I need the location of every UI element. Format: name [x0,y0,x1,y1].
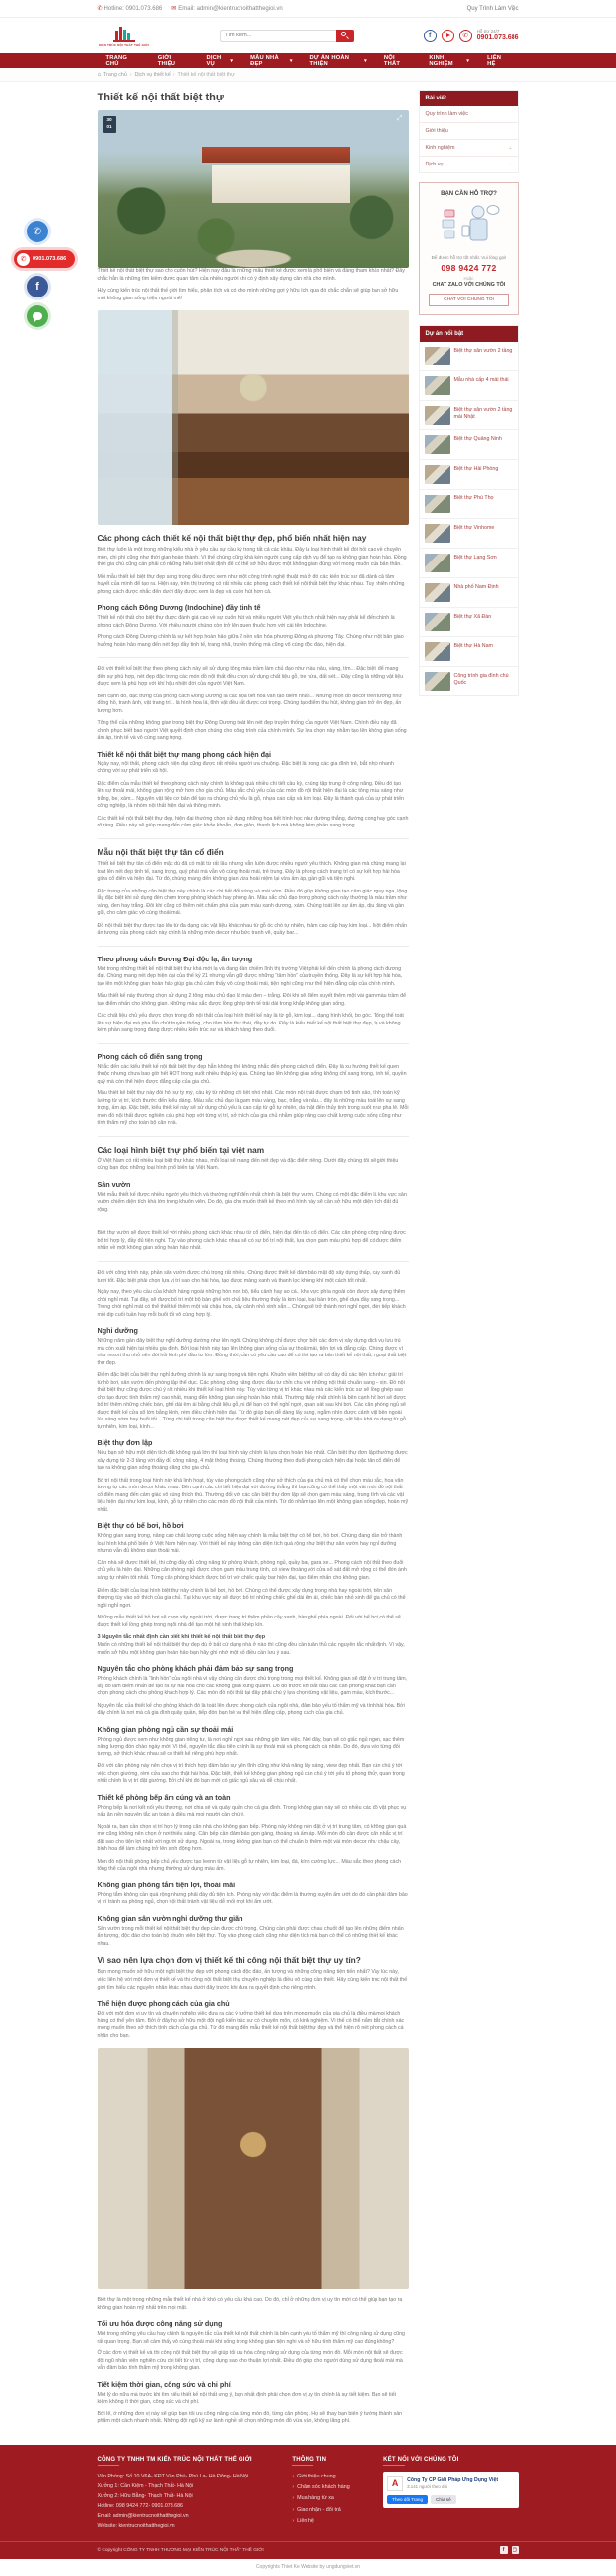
support-note: Để được hỗ trợ tốt nhất. Vui lòng gọi! [431,255,507,260]
article-block: Tối ưu hóa được công năng sử dụng [97,2319,223,2329]
footer-link-label: Giao nhận - đổi trả [297,2506,341,2513]
fb-page-logo: A [387,2476,403,2491]
chevron-right-icon: › [292,2518,295,2525]
process-link[interactable]: Quy Trình Làm Việc [466,5,519,12]
article-block: Phòng ngủ được xem như không gian riêng tư, là nơi nghỉ ngơi sau những giờ làm việc. Nơi đây, bạn sẽ có giấc ngủ ngon, sạc thêm năng lượng đón chào ngày mới. Vì thế, nguyên tắc đầu tiên chính là sự thoải mái và phong cách cá nhân. Do đó, dựa vào từng đối tượng, sở thích khác nhau sẽ có thiết kế riêng phù hợp nhất. [97,1736,405,1757]
project-list-item[interactable] [420,578,518,608]
article-block [98,1261,409,1262]
facebook-float-icon[interactable]: f [27,276,48,297]
posts-header: Bài viết [420,91,518,106]
project-list-item[interactable] [420,342,518,371]
project-title: Mẫu nhà cấp 4 mái thái [453,377,509,383]
article-block: Đối với một đơn vị uy tín và chuyên nghiệp việc đưa ra các ý tưởng thiết kế dựa trên mong muốn của gia chủ là điều mà mọi khách hàng có thể yên tâm. Bởi ở đây họ sở hữu một đội ngũ kiến trúc sư có chuyên môn, có kinh nghiệm. Vì thế có thể nắm bắt chính xác mong muốn theo sở thích tính cách của gia chủ. Từ đó mang đến mẫu thiết kế nội thất biệt thự đẹp và thể hiện rõ nét phong cách cá nhân cho bạn. [97,2011,405,2039]
article-block [98,1136,409,1137]
article-block: Muốn có những thiết kế nội thất biệt thự đẹp dù ở bất cứ dạng nhà ở nào thì cũng đều cần tuân thủ các nguyên tắc nhất định. Vì vậy, muốn sở hữu một không gian hoàn hảo bạn hãy ghi nhớ một số điều cần lưu ý sau. [97,1642,405,1656]
project-list-item[interactable] [420,401,518,430]
article-block: Ngoài ra, bạn cần chọn vị trí hợp lý trong căn nhà cho không gian bếp. Phòng này không nên đặt ở vị trí trung tâm, có không gian quá mở cũng không nên chọn ở nơi thiếu sáng. Căn bếp cần đảm bảo gọn gàng, thoáng và ấm áp. Mỗi món đồ cần được cân nhắc vị trí đặt sao cho tiện lợi nhất với người sử dụng. Ngoài ra, trong không gian bạn có thể chuẩn bị thêm một vài món decor như chậu cây, bình hoa để làm chúng trở lên sinh động hơn. [97,1823,407,1853]
footer-connect-title: KẾT NỐI VỚI CHÚNG TÔI [383,2457,518,2466]
article-block: Các chất liệu chủ yếu được chọn trong đồ nội thất của loại hình thiết kế này là từ gỗ, kim loại... dạng hình khối, bo góc. Tổng thể toát lên sự hiện đại mà pha lẫn chút truyền thống, cho tâm hồn thư thái, đầy tự do. Đây là kiểu thiết kế nội thất biệt thự đẹp, lạ và không kém phần sang trọng đang được nhiều kiến trúc sư và khách hàng theo đuổi. [97,1013,404,1034]
footer-company-line: Xưởng 2: Hữu Bằng- Thạch Thất- Hà Nội [97,2492,193,2499]
nav-item[interactable] [420,55,478,67]
support-zalo-text: CHAT ZALO VỚI CHÚNG TÔI [432,282,506,288]
article-block [98,946,409,947]
article-block: Món đồ nội thất phòng bếp chủ yếu được tạo leenn từ vật liệu gỗ tự nhiên, kim loại, đá, kính cường lực... Màu sắc theo phong cách tổng thể của ngôi nhà nhưng thường sử dụng màu ấm. [97,1858,402,1873]
chevron-right-icon: › [292,2484,295,2491]
article-body [98,268,409,2426]
sidebar-post-link[interactable] [420,123,518,140]
facebook-icon[interactable]: f [500,2546,508,2554]
search-icon [341,32,346,36]
article-block: Nguyên tắc của thiết kế cho phòng khách đó là toát lên được phong cách của ngôi nhà, đảm bảo yếu tố thẩm mỹ và tính hài hòa. Bởi đây chính là nơi mà cả gia đình quây quần, tiếp đón bạn bè và thể hiện đẳng cấp, phong cách của gia chủ. [97,1702,405,1717]
project-thumbnail [425,376,450,395]
posts-box [419,90,519,173]
envelope-icon: ✉ [171,6,177,12]
facebook-icon[interactable]: f [424,30,437,42]
sidebar-post-link[interactable] [420,140,518,157]
article-block: Đối với căn phòng này nên chọn vị trí thích hợp đảm bảo sự yên tĩnh cũng như khả năng lấy sáng, view đẹp nhất. Bạn cần chú ý tới việc chọn giường, rèm cửa sao cho thật hài hòa. Đặc biệt, thiết kế không gian phòng ngủ cần chú ý tới yếu tố phong thủy, quan trọng nhất chính là vị trí đặt giường. Bởi chỉ khi đó bạn mới có giấc ngủ sâu và dễ chịu nhất. [97,1763,405,1785]
article-block: Một lý do nữa mà trước khi tìm hiểu thiết kế nội thất ưng ý, bạn nhất định phải chọn đơn vị uy tín chính là sự tiết kiệm. Bạn sẽ tiết kiệm không ít thời gian, công sức và chi phí. [97,2391,396,2406]
project-thumbnail [425,495,450,513]
article-block: Phong cách Đông Dương (Indochine) đầy tinh tế [97,603,261,613]
footer-link-label: Mua hàng từ xa [297,2495,334,2502]
article-block: Điểm đặc biệt của loại hình biệt thự này chính là bể bơi, hồ bơi. Chúng có thể được xây dựng trong nhà hay ngoài trời, trên sân thượng tùy vào sở thích của gia chủ. Tại khu vực này sẽ được bố trí những chiếc ghế dài êm ái, chiếc bàn nhỏ xinh để gia chủ có thể ngồi nghỉ ngơi. [97,1587,406,1609]
article-block: Nhắc đến các kiểu thiết kế nội thất biệt thự đẹp hẳn không thể không nhắc đến phong cách cổ điển. Đây là xu hướng thiết kế quen thuộc nhưng chưa bao giờ hết HOT trong suốt nhiều thập kỷ qua. Chúng tạo lên không gian sống không chỉ sang trọng, tinh tế, quyền quý mà còn thể hiện được đẳng cấp của gia chủ. [97,1063,407,1085]
project-thumbnail [425,672,450,691]
phone-icon: ✆ [97,6,103,12]
project-title: Biệt thự Phú Thọ [453,495,494,501]
article-block: Bởi lẽ, ở những đơn vị này sẽ giúp bạn tối ưu công năng của từng món đồ, từng căn phòng. Họ sẽ thay bạn biến ý tưởng thành sản phẩm một cách nhanh nhất. Những đội ngũ kỹ sư lành nghề sẽ chọn những món đồ vừa vặn, không lãng phí. [97,2411,403,2425]
footer-info-link[interactable] [292,2482,372,2493]
sidebar-post-link[interactable] [420,106,518,123]
expand-icon[interactable]: ⤢ [396,115,403,122]
article-block: Đối với công trình này, phần sân vườn được chú trọng rất nhiều. Chúng được thiết kế đảm bảo mật độ xây dựng thấp, cây xanh đủ tươi tốt. Đặc biệt phải chọn lựa vị trí sao cho hài hòa, tạo được mảng xanh và thanh lọc không khí một cách tốt nhất. [97,1270,401,1284]
date-badge [103,116,116,133]
chevron-right-icon: › [292,2495,295,2502]
article-block: Nguyên tắc cho phòng khách phải đảm bảo sự sang trọng [97,1664,294,1674]
zalo-icon[interactable] [27,305,48,327]
article-block: Biệt thự đơn lập [97,1438,153,1448]
chevron-down-icon: ⌄ [508,145,513,151]
nav-item-label: NỘI THẤT [383,54,401,67]
footer-company-line: Website: kientrucnoithatthegioi.vn [97,2523,175,2530]
footer-company-line: Hotline: 098 9424 772- 0901.073.686 [97,2502,183,2509]
sidebar-post-link[interactable] [420,157,518,172]
instagram-icon[interactable]: ◻ [513,2547,517,2554]
nav-item-label: TRANG CHỦ [105,54,128,67]
project-title: Biệt thự Lạng Sơn [453,555,497,561]
article-block: Một mẫu thiết kế được nhiều người yêu thích và thường nghĩ đến nhất chính là biệt thự vườn. Chúng có một đặc điểm là khu vực sân vườn chiếm diện tích khá lớn trong khuôn viên. Do đó, gia chủ muốn thiết kế theo mô hình này sẽ cần sở hữu một diện tích đất đủ rộng. [97,1191,407,1213]
chevron-down-icon: ▾ [466,57,470,64]
footer-link-label: Chăm sóc khách hàng [297,2484,350,2491]
article-block: Các phong cách thiết kế nội thất biệt thự đẹp, phổ biến nhất hiện nay [97,533,367,544]
project-thumbnail [425,347,450,365]
project-thumbnail [425,465,450,484]
project-list-item[interactable] [420,667,518,695]
site-credit: Copyrights Thiet Ke Website by ungdungviet.vn [0,2559,616,2576]
project-list-item[interactable] [420,549,518,578]
article-block: 3 Nguyên tắc nhất định cần biết khi thiết kế nội thất biệt thự đẹp [97,1634,266,1641]
article-block: Không gian sân vườn nghỉ dưỡng thư giãn [97,1913,243,1923]
facebook-page-widget [383,2472,518,2508]
breadcrumb-separator: › [129,71,132,78]
footer-company-line: Văn Phòng: Số 10 V6A- KĐT Văn Phú- Phú La- Hà Đông- Hà Nội [97,2473,249,2479]
article-block: Bạn mong muốn sở hữu một ngôi biệt thự đẹp với phong cách độc đáo, ấn tượng và những công năng tiện tiến nhất? Vậy lúc này, việc liên hệ với một đơn vị thiết kế và thi công nội thất biệt thự chuyên nghiệp là điều vô cùng cần thiết. Hãy cùng kiến trúc nội thất thế giới tìm hiểu các nguyên nhân khác nhau dưới đây trước khi đưa ra quyết định cho riêng mình. [97,1969,408,1991]
breadcrumb-separator: › [172,71,175,78]
article [98,90,409,2431]
support-phone[interactable]: 0901.073.686 [476,33,519,41]
article-block: Một trong những thiết kế nội thất biệt thự khá mới lạ và đang dần chiếm lĩnh thị trường Việt phải kể đến chính là phong cách đương đại. Chúng mang nét đẹp hiện đại của thế kỷ 21 nhưng vẫn giữ được những “tâm hồn” của truyền thống. Đây là sự kết hợp hài hòa, tạo lên một không gian hoàn hảo giúp gia chủ cảm thấy vô cùng thoải mái, tiện nghi cũng như thể hiện đẳng cấp của chính mình. [97,965,403,987]
project-list-item[interactable] [420,490,518,519]
project-thumbnail [425,406,450,425]
article-block: Hãy cùng kiến trúc nội thất thế giới tìm hiểu, phân tích và có cho mình những gợi ý hữu ích, qua đó chắc chắn sẽ giúp bạn sở hữu một không gian sống triệu người mê! [97,288,399,301]
article-block: Ở các đơn vị thiết kế và thi công nội thất biệt thự sẽ giúp tối ưu hóa công năng sử dụng của từng món đồ. Mỗi món nội thất sẽ được đội ngũ nhân viên nghiên cứu chi tiết từ vị trí, công dụng sao cho thuận lợi nhất. Điều đó giúp cho người dùng sử dụng thoải mái mà vẫn đảm bảo tính thẩm mỹ trong không gian. [97,2350,403,2372]
nav-item[interactable] [478,55,518,67]
date-month: 01 [106,124,112,130]
article-block: Thể hiện được phong cách của gia chủ [97,1999,230,2009]
logo-text: KIẾN TRÚC NỘI THẤT THẾ GIỚI [99,42,149,47]
nav-item[interactable] [376,55,421,67]
article-block: Không gian phòng ngủ cần sự thoải mái [97,1724,234,1734]
footer-company-line: Xưởng 1: Cần Kiệm - Thạch Thất- Hà Nội [97,2482,194,2489]
floating-contact-bar [14,221,83,335]
article-block: Đặc điểm của mẫu thiết kế theo phong cách này chính là không quá nhiều chi tiết cầu kỳ, chúng tập trung ở công năng. Điều đó tạo lên sự thoải mái, không gian rộng mở hơn cho gia chủ. Màu sắc chủ yếu của các món đồ nội thất hiện đại là các tông màu sáng như trắng, be, xám... Nguyên vật liệu cơ bản để tạo ra chúng chủ yếu là gỗ, nhựa cao cấp và kim loại. Đây là thành quả của sự phát triển công nghiệp, là nhóm nội thất hiện đại và thông minh. [97,780,404,810]
fb-share-button[interactable]: Chia sẻ [431,2495,456,2504]
sidebar-post-label: Quy trình làm việc [425,111,468,117]
article-block: Thiết kế nội thất cho biệt thự được đánh giá cao về sự cuốn hút và nhiều người Việt yêu thích nhất hiện nay phải kể đến chính là phong cách Đông Dương. Với nhiều người chúng còn trở lên quen thuộc hơn với cái tên Indochine. [97,615,395,628]
hotline [98,5,163,12]
article-block: Ngày nay, theo yêu cầu của khách hàng ngoài những hòn non bộ, tiểu cảnh hay ao cá.. khu vực phía ngoài còn được xây dựng thêm chòi nghỉ mát. Tại đây, sẽ được bố trí một bộ bàn ghế với chất liệu thường thấy là kim loại, loại bàn tròn, ghế dựa đầy sang trọng... Trong chòi nghỉ mát có thể thiết kế thêm một vài chậu hoa, cây cảnh nhỏ xinh xắn... Chúng sẽ trở thành nơi nghỉ ngơi, đón tiếp khách mỗi dịp cuối tuần hay mỗi buổi tối vô cùng hợp lý. [97,1289,406,1318]
search-button[interactable] [336,30,354,42]
support-phone-icon: ✆ [459,30,472,42]
logo-icon [111,25,137,42]
article-block: Tiết kiệm thời gian, công sức và chi phí [97,2379,231,2389]
article-block: Phong cách cổ điển sang trọng [97,1051,203,1061]
nav-item-label: LIÊN HỆ [487,54,502,67]
nav-item-label: GIỚI THIỆU [157,54,176,67]
article-block: Đặc trưng của những căn biệt thự này chính là các chi tiết đối xứng và mái vòm. Điều đó giúp không gian tạo cảm giác nguy nga, lộng lẫy đặc biệt khi sử dụng đèn chùm trong phòng khách hay phòng ăn. Màu sắc chủ đạo trong phong cách này thường là màu trầm như vàng, đen hay trắng. Đôi khi cũng có thêm nét chấm phá của gam màu xanh dương, xám. Chúng toát lên sự ấm áp, dịu dàng và gần gũi, cho cảm giác vô cùng thoải mái. [97,888,408,917]
main-nav [0,53,616,68]
site-logo[interactable] [98,25,151,47]
footer-company-title: CÔNG TY TNHH TM KIẾN TRÚC NỘI THẤT THẾ GIỚI [98,2457,281,2466]
search-bar [220,30,354,42]
article-block: Mỗi mẫu thiết kế biệt thự đẹp sang trọng đều được xem như một công trình nghệ thuật mà ở đó các kiến trúc sư đã dành cả tâm huyết của mình để tạo ra. Hiện nay, trên thị trường có rất nhiều các phong cách thiết kế nội thất biệt thự khác nhau. Tuy nhiên những phong cách được nhắc đến dưới đây được xem là đẹp và cuốn hút hơn cả. [97,573,405,595]
article-block: Bố trí nội thất trong loại hình này khá linh hoạt, tùy vào phong cách cũng như sở thích của gia chủ mà có thể chọn màu sắc, hoa văn tương tự các món decor khác nhau. Bên cạnh các chi tiết hiện đại với đường thẳng thì bạn cũng có thể thấy một vài món đồ nội thất cổ điển mang đến cảm giác vô cùng thích thú. Thường đối với các căn biệt thự đơn lập sẽ chọn gam màu sáng, trung tính và các vật liệu hiện đại như kim loại, kính, gỗ tự nhiên cho các món đồ nội thất của mình. Từ đó nhằm tạo lên một không gian sống đẹp, hoàn mỹ nhất. [97,1477,409,1513]
nav-item[interactable] [197,55,241,67]
search-input[interactable] [220,30,336,42]
footer-link-label: Giới thiệu chung [297,2473,336,2479]
article-block: Biệt thự có bể bơi, hồ bơi [97,1521,184,1531]
project-title: Biệt thự sân vườn 2 tầng mái Nhật [453,407,513,421]
footer [0,2445,616,2559]
hotline-pill-number: 0901.073.686 [33,256,67,262]
fb-page-name[interactable]: Công Ty CP Giải Pháp Ứng Dụng Việt [407,2477,499,2483]
project-thumbnail [425,613,450,631]
chevron-down-icon: ▾ [230,57,234,64]
article-block: Một trong những yêu cầu hay chính là nguyên tắc của thiết kế nội thất chính là bên cạnh yếu tố thẩm mỹ thì công năng sử dụng cũng rất quan trọng. Bạn sẽ cảm thấy vô cùng thoải mái khi sống trong không gian tiện nghi và sở hữu tính thẩm mỹ cao đúng không? [97,2331,405,2345]
project-thumbnail [425,554,450,572]
article-block: Ở Việt Nam có rất nhiều loại biệt thự khác nhau, mỗi loại sẽ mang đến nét đẹp và đặc điểm riêng. Dưới đây chúng tôi sẽ giới thiệu cùng bạn đọc những loại hình phổ biến tại Việt Nam. [97,1157,399,1172]
article-block: Mẫu thiết kế này thường chọn sử dụng 2 tông màu chủ đạo là màu đen – trắng. Đôi khi sẽ điểm xuyết thêm một vài gam màu trầm để tạo điểm nhấn cho không gian. Những màu sắc được lồng ghép tinh tế trải dài trong khắp không gian sống. [97,993,407,1007]
article-block: Phòng tắm không cần quá rộng nhưng phải đầy đủ tiện ích. Phòng này với đặc điểm là thường xuyên ẩm ướt do đó cần phải đảm bảo vị trí tránh xa phòng ngủ, chọn nội thất tránh vật liệu dễ mối mọt khi ẩm ướt. [97,1891,408,1906]
chevron-down-icon: ▾ [289,57,293,64]
footer-link-label: Liên hệ [297,2518,314,2525]
nav-item-label: MẪU NHÀ ĐẸP [250,54,279,67]
article-block: Bên cạnh đó, đặc trưng của phong cách Đông Dương là các họa tiết hoa văn tạo điểm nhấn... Những món đồ decor trên tường như đồng hồ, tranh ảnh, vật trang trí... là hình hoa lá, tĩnh vật đều rất được coi trọng. Chúng tạo điểm thu hút, không gian trở lên đẹp, ấn tượng hơn. [97,693,402,714]
article-block: Những năm gần đây biệt thự nghỉ dưỡng dường như lên ngôi. Chúng không chỉ được chọn bởi các đơn vị xây dựng dịch vụ lưu trú mà còn xuất hiện tại nhiều gia đình. Bởi loại hình này tạo lên không gian sống của sự thoải mái, tiện lợi và đẳng cấp. Chúng được ví như resort thu nhỏ nên đòi hỏi kinh phí đầu tư lớn. Đồng thời, cần có yêu cầu cao để có thể tạo ra bản thiết kế nội thất, ngoại thất biệt thự đẹp. [97,1338,407,1366]
article-block: Biệt thự luôn là một trong những kiểu nhà ở yêu cầu sự cầu kỳ trong tất cả các khâu. Đây là loại hình thiết kế đòi hỏi cao về chuyên môn, chi phí cũng như thời gian hoàn thành. Vì thế chúng cũng khá kén người cung cấp dịch vụ để tạo ra không gian hoàn hảo. Đồng thời gia chủ cũng cần phải có những hiểu biết nhất định để có thể sở hữu được một không gian đúng với mong muốn của bản thân. [97,547,407,568]
chevron-down-icon: ⌄ [508,162,513,167]
nav-item-label: KINH NGHIỆM [429,54,453,67]
article-block: Các thiết kế nội thất biệt thự đẹp, hiện đại thường chọn sử dụng những họa tiết hình học như đường thẳng, đường cong hay góc cạnh rõ ràng. Điều này sẽ giúp mang đến cảm giác khỏe khoắn, đơn giản, thanh lịch mà không kém phần sang trọng. [97,815,409,829]
hotline-text: Hotline: 0901.073.686 [103,5,163,12]
project-thumbnail [425,524,450,543]
article-block: Nếu bạn sở hữu một diện tích đất không quá lớn thì loại hình này chính là lựa chọn hoàn hảo nhất. Căn biệt thự đơn lập thường được xây dựng từ 2-3 tầng với đầy đủ công năng, 4 mặt thông thoáng. Chúng thường theo đuổi phong cách hiện đại hoặc tân cổ điển để tạo ra không gian sống thoáng đãng cho gia chủ. [97,1450,408,1472]
call-button-icon[interactable]: ✆ [27,221,48,242]
breadcrumb [0,68,616,82]
home-icon[interactable]: ⌂ [97,71,102,78]
project-title: Biệt thự Xã Đàn [453,614,492,620]
project-thumbnail [425,642,450,661]
article-block: Biệt thự vườn sẽ được thiết kế với nhiều phong cách khác nhau từ cổ điển, hiện đại đến tân cổ điển. Các căn phòng công năng được bố trí hợp lý, đầy đủ tiện nghi. Tùy vào phong cách khác nhau sẽ có sự bố trí nội thất, lựa chọn gam màu phù hợp để có được điểm nhấn về một không gian sống hoàn hảo nhất. [97,1230,406,1252]
article-block [98,838,409,839]
project-title: Nhà phố Nam Định [453,584,499,590]
support-title: BẠN CẦN HỖ TRỢ? [441,191,497,197]
breadcrumb-home[interactable]: Trang chủ [103,71,127,78]
article-block: Thiết kế nội thất biệt thự mang phong cách hiện đại [97,749,272,759]
sidebar [419,90,519,705]
article-block: Nghỉ dưỡng [97,1326,138,1336]
footer-info-link[interactable] [292,2493,372,2504]
project-title: Biệt thự Hà Nam [453,643,493,649]
footer-info-link[interactable] [292,2472,372,2482]
breadcrumb-service[interactable]: Dịch vụ thiết kế [134,71,171,78]
projects-header: Dự án nổi bật [420,326,518,342]
project-thumbnail [425,583,450,602]
youtube-icon[interactable] [442,30,454,42]
article-block: Biệt thự là một trong những mẫu thiết kế nhà ở khó có yêu cầu khá cao. Do đó, chỉ ở những đơn vị uy tín mới có thể giúp bạn tạo ra không gian hoàn mỹ nhất trên mọi mặt. [97,2297,403,2311]
article-block: Sân vườn trong mỗi thiết kế nội thất biệt thự đẹp cần được chú trọng. Chúng cần phải được chau chuốt để tạo lên những điểm nhấn ấn tượng, độc đáo cho toàn bộ khuôn viên biệt thự. Tùy vào phong cách cũng như diện tích mà bạn có thể có những thiết kế khác nhau. [97,1925,404,1947]
nav-item-label: DỰ ÁN HOÀN THIỆN [309,54,350,67]
breadcrumb-current: Thiết kế nội thất biệt thự [177,71,235,78]
project-list-item[interactable] [420,430,518,460]
chevron-down-icon: ▾ [364,57,367,64]
article-block: Căn nhà sẽ được thiết kế, thi công đầy đủ công năng từ phòng khách, phòng ngủ, quầy bar, gara xe... Phong cách nội thất theo đuổi chủ yếu là hiện đại. Những căn phòng ngủ được chọn gam màu trung tính, có view thoáng với cửa sổ sát đất mở rộng có thể đón ánh sáng tự nhiên tốt nhất. Từng căn phòng khách được bố trí với chiếc quầy bar hiện đại, tạo điểm nhấn cho không gian. [97,1559,407,1581]
support-phone-number[interactable]: 098 9424 772 [441,263,497,273]
project-title: Biệt thự Vinhome [453,525,495,531]
nav-item[interactable] [241,55,301,67]
article-block: Không gian phòng tắm tiện lợi, thoải mái [97,1880,236,1889]
support-box [419,182,519,315]
article-block: Sân vườn [97,1179,131,1189]
article-block: Phòng bếp là nơi kết nối yêu thương, nơi chia sẻ và quây quần cho cả gia đình. Trong không gian này sẽ có nhiều các đồ vật phục vụ nấu ăn nên nguyên tắc an toàn là điều mà mọi người cần chú ý. [97,1804,407,1818]
article-block: Tổng thể của những không gian trong biệt thự Đông Dương toát lên nét đẹp truyền thống của người Việt Nam. Chính điều này đã chinh phục biết bao người Việt quyết định chọn chúng cho công trình của chính mình. Sự lựa chọn này nhằm tạo lên không gian sống ấm áp, tinh tế và vô cùng sang trọng. [97,720,407,742]
sidebar-post-label: Kinh nghiệm [425,145,455,151]
date-day: 30 [106,118,112,123]
fb-followers: 3.141 người theo dõi [407,2483,447,2489]
article-block: Những mẫu thiết kế hồ bơi sẽ chọn xây ngoài trời, được trang trí thêm phần cây xanh, bàn ghế phía ngoài. Đối với bể bơi có thể sẽ được thiết kế lồng ghép trong ngôi nhà để tạo một hệ sinh thái khép kín. [97,1615,401,1628]
article-block [98,2048,409,2289]
copyright-text: © Copyright CÔNG TY TNHH THƯƠNG MẠI KIẾN TRÚC NỘI THẤT THẾ GIỚI [97,2547,264,2553]
article-block: Thiết kế phòng bếp ấm cúng và an toàn [97,1792,231,1802]
article-block: Điểm đặc biệt của biệt thự nghỉ dưỡng chính là sự sang trọng và tiện nghi. Khuôn viên biệt thự sẽ có đầy đủ các tiện ích như: giải trí từ hồ bơi, sân vườn đến phòng tập thể dục. Các phòng công năng được đầu tư chỉn chu với những nội thất chuẩn sang – xịn. Đồ nội thất biệt thự cũng được chú ý rất nhiều khi thiết kế loại hình này. Tùy vào từng vị trí khác nhau mà các kiến trúc sư sẽ lồng ghép sao cho tạo được tính thẩm mỹ cao nhất, mang đến không gian sống hoàn hảo nhất. Thường thấy nhất chính là bên cạnh hồ bơi sẽ được bố trí thêm những chiếc bàn, ghế dài êm ái bằng chất liệu gỗ, ni để bạn có thể nghỉ ngơi, quan sát sau khi bơi. Các căn phòng ngủ sẽ được thiết kế cửa sổ lớn bằng kính, rèm điều chỉnh hiện đại. Từ đó giúp bạn dễ dàng lấy sáng, ngắm nhìn được cảnh vật bên ngoài lúc sáng sớm hay buổi tối... Từng chi tiết trong căn biệt thự được thiết kế mang nét đẹp của sự sang trọng, vật liệu khá đa dạng từ gỗ tự nhiên, kim loại, kính... [97,1372,407,1430]
footer-info-link[interactable] [292,2505,372,2516]
project-list-item[interactable] [420,519,518,549]
footer-info-title: THÔNG TIN [292,2457,372,2466]
nav-item-label: DỊCH VỤ [206,54,222,67]
support-or: Hoặc [463,276,474,281]
project-title: Biệt thự Quảng Ninh [453,436,502,442]
chevron-right-icon: › [292,2506,295,2513]
fb-follow-button[interactable]: Theo dõi Trang [387,2495,428,2504]
footer-company-line: Email: admin@kientrucnoithatthegioi.vn [97,2513,189,2520]
article-block [98,310,409,525]
article-block [98,657,409,658]
article-block: Đối với thiết kế biệt thự theo phong cách này sẽ sử dụng tông màu trầm làm chủ đạo như màu nâu, vàng, tím... Đặc biệt, để mang đến sự phù hợp, nét đẹp đặc trưng các món đồ nội thất đều chọn sử dụng chất liệu gỗ, tre nứa, đất sét... Đây cũng là những vật liệu được xem là phù hợp với khí hậu nhiệt đới của người Việt Nam. [97,666,404,688]
page-title: Thiết kế nội thất biệt thự [97,92,224,103]
article-block: Thiết kế biệt thự tân cổ điển mặc dù đã có mặt từ rất lâu nhưng vẫn luôn được nhiều người yêu thích. Không gian mà chúng mang lại toát lên nét đẹp tinh tế, sang trọng, quý phái mà vẫn vô cùng thoải mái, trẻ trung. Đây là phong cách trang trí có sự kết hợp hài hòa giữa cổ điển và hiện đại. Từ đó, chúng mang đến không gian vừa hoài niệm lại vừa ấm áp, gần gũi và tiện nghi. [97,860,406,883]
article-block: Thiết kế nội thất biệt thự sao cho cuốn hút? Hiện nay đâu là những mẫu thiết kế được xem là phổ biến và đáng tham khảo nhất? Đây chắc hẳn là những tìm kiếm được quan tâm của nhiều người khi có ý định xây dựng căn nhà cho mình. [97,268,405,282]
article-block: Phòng khách chính là “linh hồn” của ngôi nhà vì vậy chúng cần được chú trọng trong mọi thiết kế. Không gian sẽ đặt ở vị trí trung tâm, lấy đó làm điểm nhấn để tạo ra sự hài hòa cho các không gian xung quanh. Do đó trước khi bắt đầu các căn phòng khác bạn cần chọn phong cách cho phòng khách hợp lý. Các món đồ nội thất tại đây phải chú ý lựa chọn từng vật liệu, gam màu, kích thước... [97,1676,408,1697]
article-block: Không gian sang trọng, nâng cao chất lượng cuộc sống hiện nay chính là mẫu biệt thự có bể bơi, hồ bơi. Chúng đang dần trở thành loại hình khá phổ biến ở Việt Nam hiện nay. Với thiết kế này không cần diện tích quá rộng như biệt thự sân vườn hay nghỉ dưỡng nhưng vẫn đủ không gian thoải mái. [97,1533,403,1554]
hotline-pill[interactable] [14,250,75,268]
project-title: Công trình gia đình chú Quốc [453,673,509,687]
header [0,18,616,53]
phone-icon: ✆ [17,253,30,266]
chevron-right-icon: › [292,2473,295,2479]
sidebar-post-label: Dịch vụ [425,162,444,167]
nav-item[interactable] [149,55,198,67]
project-title: Biệt thự sân vườn 2 tầng [453,348,513,354]
project-list-item[interactable] [420,637,518,667]
article-block: Các loại hình biệt thự phổ biến tại việt nam [97,1144,265,1155]
sidebar-post-label: Giới thiệu [425,128,448,134]
article-block: Theo phong cách Đương Đại độc lạ, ấn tượng [97,954,253,963]
project-list-item[interactable] [420,460,518,490]
article-block: Đồ nội thất biệt thự được tạo lên từ đa dạng các vật liệu khác nhau từ gỗ óc chó tự nhiên, thảm cao cấp hay kim loại... Một điểm nhấn ấn tượng của phong cách này chính là những món decor như bức tranh vẽ, quầy bar... [97,922,407,937]
article-block: Vì sao nên lựa chọn đơn vị thiết kế thi công nội thất biệt thự uy tín? [97,1955,361,1966]
nav-item[interactable] [98,55,149,67]
nav-item[interactable] [302,55,376,67]
projects-box [419,325,519,696]
project-list-item[interactable] [420,371,518,401]
article-block: Mẫu nội thất biệt thự tân cổ điển [97,846,224,857]
email [171,5,283,12]
support-illustration-icon [439,202,500,245]
chat-button[interactable]: CHAT VỚI CHÚNG TÔI [429,294,509,306]
project-list-item[interactable] [420,608,518,637]
support-label: Hỗ trợ 24/7 [476,29,500,34]
article-block [98,1043,409,1044]
project-thumbnail [425,435,450,454]
email-text: Email: admin@kientrucnoithatthegioi.vn [178,5,283,12]
project-title: Biệt thự Hải Phòng [453,466,499,472]
hero-image [98,110,409,268]
article-block: Ngày nay, nội thất, phong cách hiện đại cũng được rất nhiều người ưa chuộng. Đặc biệt là trong các gia đình trẻ, bắt nhịp nhanh chóng với sự phát triển xã hội. [97,760,394,775]
article-block: Phong cách Đông Dương chính là sự kết hợp hoàn hảo giữa 2 nền văn hóa phương Đông và phương Tây. Chúng như một bản giao hưởng hoàn hảo mang đến nét đẹp đầy tinh tế, trang nhã, truyền thống mà cũng vô cùng độc đáo, hiện đại. [97,634,404,648]
article-block: Mẫu thiết kế biệt thự này đòi hỏi sự tỷ mỷ, cầu kỳ từ những chi tiết nhỏ nhất. Các món nội thất được chạm trổ tinh xảo, tính toán kỹ lưỡng từ vị trí, kích thước đến kiểu dáng. Màu sắc chủ đạo là gam màu vàng, bạc, trắng và nâu... đây là những màu toát lên sự sang trọng, ấm áp. Đặc biệt, kiểu thiết kế này sẽ sử dụng chủ yếu là cao cấp từ gỗ tự nhiên, da thật đến thủy tinh trong suốt như pha lê. Mỗi món đồ nội thất được nghiên cứu phù hợp với từng vị trí, sở thích của gia chủ nhằm giúp nâng cao chất lượng cuộc sống cũng như tính thẩm mỹ cho toàn bộ căn nhà. [97,1090,409,1127]
topbar [0,0,616,18]
